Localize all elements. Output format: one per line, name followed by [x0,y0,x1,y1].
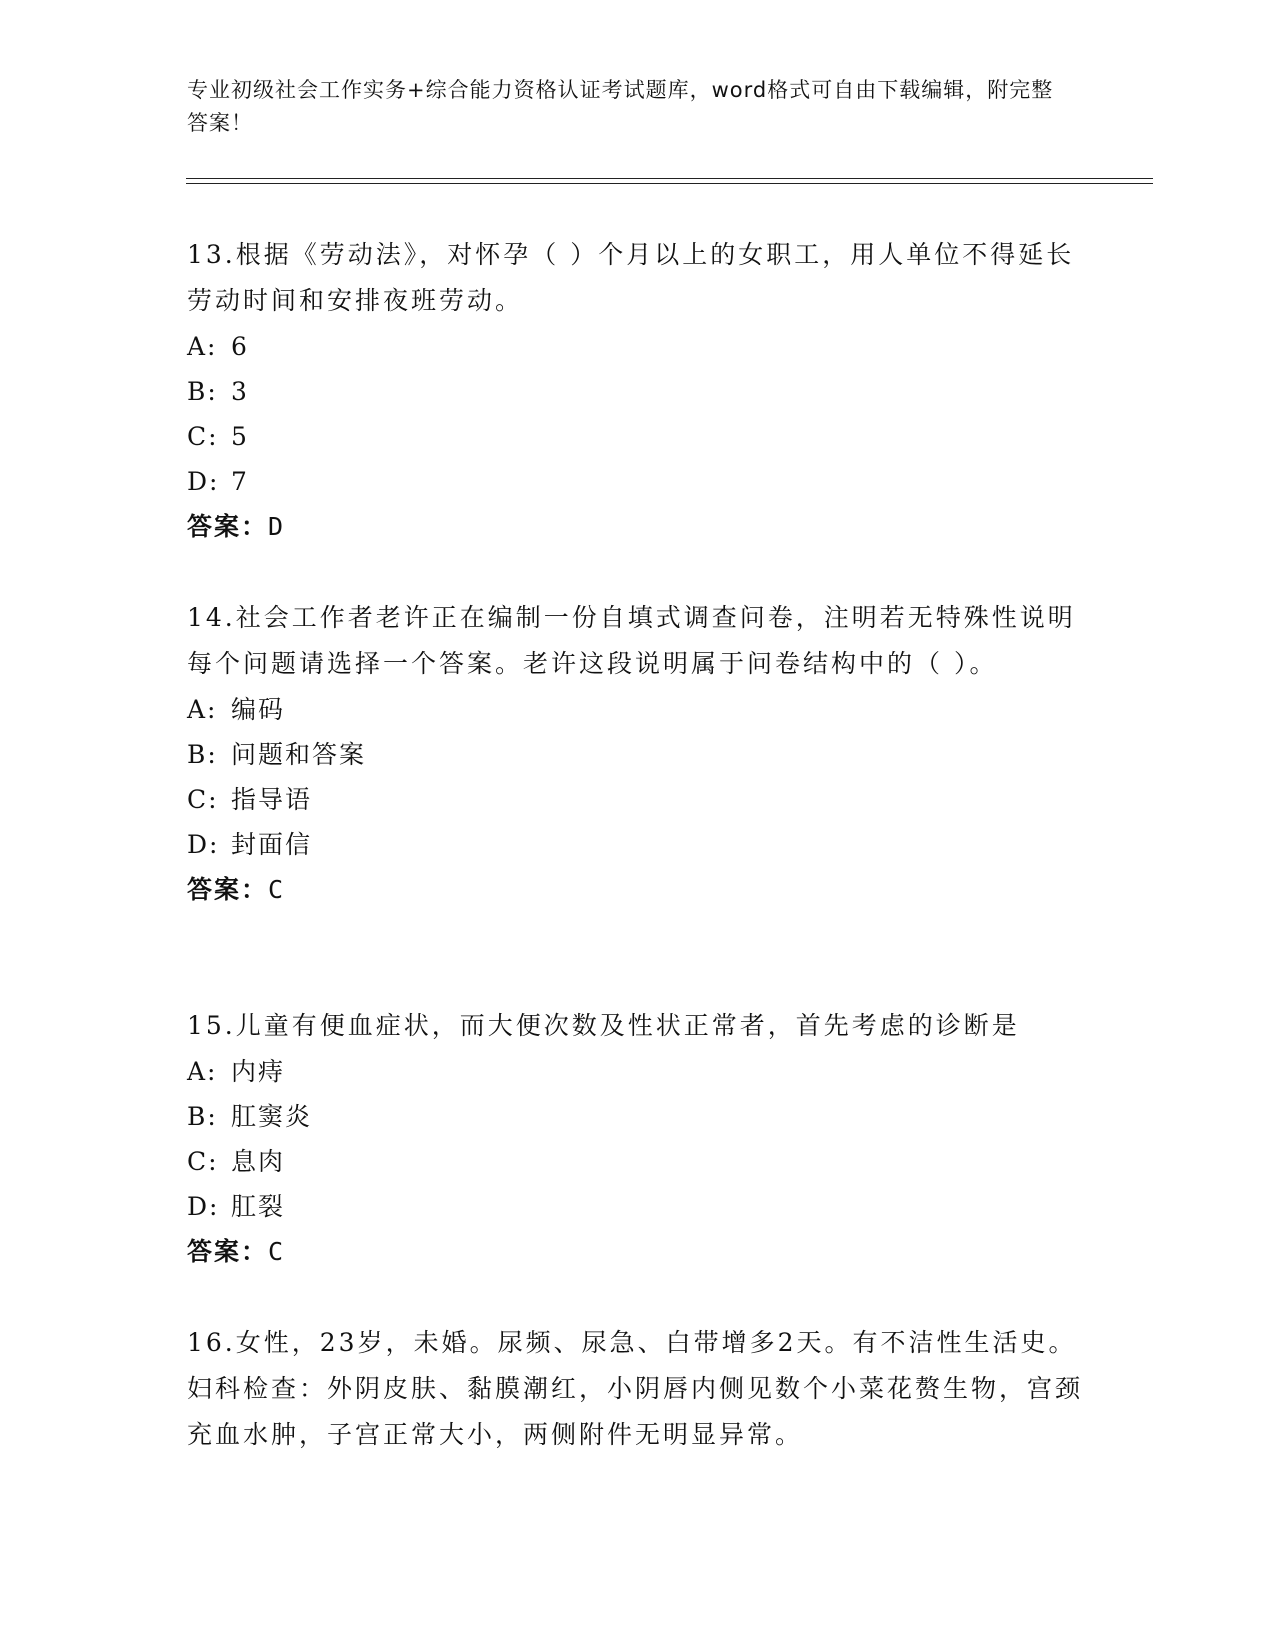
option-label: D: [187,830,220,859]
option-label: A: [187,695,218,724]
question-15 [187,1003,1087,1275]
option-text: 编码 [231,695,286,724]
option-b [187,369,1087,414]
option-label: D: [187,1192,220,1221]
option-d [187,459,1087,504]
answer-label: 答案： [187,1237,269,1266]
option-b [187,732,1087,777]
header-divider-bottom [186,183,1153,184]
question-stem: 15.儿童有便血症状，而大便次数及性状正常者，首先考虑的诊断是 [187,1011,1020,1040]
option-c [187,777,1087,822]
question-stem: 13.根据《劳动法》，对怀孕（ ）个月以上的女职工，用人单位不得延长劳动时间和安排夜班劳动。 [187,240,1075,315]
option-label: B: [187,740,218,769]
option-c [187,1139,1087,1184]
answer-label: 答案： [187,512,269,541]
option-text: 7 [231,467,249,496]
option-text: 3 [231,377,249,406]
answer-label: 答案： [187,875,269,904]
option-text: 内痔 [231,1057,286,1086]
header-divider-top [186,178,1153,179]
option-label: B: [187,1102,218,1131]
question-13 [187,232,1087,550]
question-stem: 14.社会工作者老许正在编制一份自填式调查问卷，注明若无特殊性说明每个问题请选择一个答案。老许这段说明属于问卷结构中的（ ）。 [187,603,1076,678]
option-label: C: [187,422,219,451]
option-text: 封面信 [231,830,313,859]
answer-value: C [268,875,286,904]
option-c [187,414,1087,459]
option-text: 问题和答案 [231,740,367,769]
answer-line [187,867,1087,913]
option-d [187,1184,1087,1229]
option-d [187,822,1087,867]
option-text: 息肉 [231,1147,286,1176]
option-a [187,1049,1087,1094]
option-text: 5 [231,422,249,451]
answer-value: C [268,1237,286,1266]
question-14 [187,595,1087,913]
option-b [187,1094,1087,1139]
option-label: A: [187,332,218,361]
answer-line [187,1229,1087,1275]
option-label: C: [187,785,219,814]
option-text: 肛窦炎 [231,1102,313,1131]
option-text: 6 [231,332,249,361]
option-label: A: [187,1057,218,1086]
option-text: 肛裂 [231,1192,286,1221]
option-text: 指导语 [231,785,313,814]
option-label: C: [187,1147,219,1176]
option-label: B: [187,377,218,406]
answer-value: D [268,512,286,541]
document-header: 专业初级社会工作实务+综合能力资格认证考试题库，word格式可自由下载编辑，附完整答案！ [187,78,1054,135]
option-a [187,324,1087,369]
question-16 [187,1320,1087,1458]
question-stem: 16.女性，23岁，未婚。尿频、尿急、白带增多2天。有不洁性生活史。妇科检查：外阴皮肤、黏膜潮红，小阴唇内侧见数个小菜花赘生物，宫颈充血水肿，子宫正常大小，两侧附件无明显异常。 [187,1328,1084,1449]
answer-line [187,504,1087,550]
option-a [187,687,1087,732]
option-label: D: [187,467,220,496]
